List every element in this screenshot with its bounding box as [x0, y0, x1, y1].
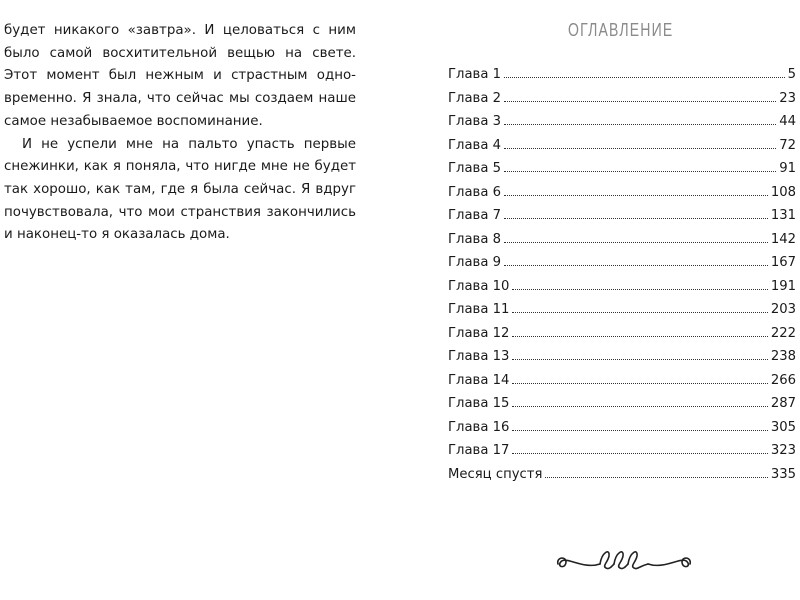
toc-leader-dots [504, 218, 768, 219]
toc-leader-dots [504, 195, 768, 196]
toc-entry-page: 287 [770, 396, 796, 411]
toc-entry[interactable] [448, 373, 796, 397]
toc-entry-page: 323 [770, 443, 796, 458]
toc-entry-label: Глава 16 [448, 419, 510, 435]
toc-title: ОГЛАВЛЕНИЕ [568, 20, 674, 40]
toc-entry-label: Глава 9 [448, 255, 501, 270]
toc-leader-dots [512, 430, 767, 431]
toc-entry-label: Глава 15 [448, 396, 510, 411]
toc-entry[interactable] [448, 161, 796, 185]
toc-entry-page: 238 [770, 349, 796, 364]
toc-leader-dots [504, 124, 776, 125]
toc-leader-dots [545, 477, 767, 478]
toc-leader-dots [512, 336, 767, 337]
toc-entry-page: 108 [770, 184, 796, 200]
toc-entry-page: 5 [787, 67, 796, 82]
toc-entry[interactable] [448, 255, 796, 279]
toc-entry-label: Глава 7 [448, 208, 501, 223]
toc-entry[interactable] [448, 208, 796, 232]
toc-entry[interactable] [448, 185, 796, 209]
toc-entry-page: 72 [779, 137, 796, 153]
toc-leader-dots [512, 453, 767, 454]
paragraph-2: И не успели мне на пальто упасть первые снежинки, как я поняла, что нигде мне не будет так хорошо, как там, где я была сейчас. Я вдруг почувствовала, что мои странствия закончились и наконец-то я оказалась дома. [4, 136, 356, 243]
toc-leader-dots [512, 312, 767, 313]
toc-entry-label: Глава 13 [448, 349, 510, 364]
toc-leader-dots [504, 148, 776, 149]
right-page [400, 0, 800, 600]
toc-entry-label: Глава 17 [448, 443, 510, 458]
toc-entry[interactable] [448, 232, 796, 256]
toc-entry[interactable] [448, 67, 796, 91]
toc-leader-dots [504, 171, 776, 172]
toc-entry-page: 191 [770, 278, 796, 294]
toc-entry[interactable] [448, 279, 796, 303]
toc-entry-page: 142 [770, 231, 796, 247]
toc-entry[interactable] [448, 138, 796, 162]
toc-entry[interactable] [448, 114, 796, 138]
toc-entry-page: 91 [779, 161, 796, 176]
toc-entry-page: 167 [770, 255, 796, 270]
toc-leader-dots [512, 383, 767, 384]
toc-entry-page: 305 [770, 419, 796, 435]
toc-entry[interactable] [448, 326, 796, 350]
toc-entry-label: Глава 12 [448, 325, 510, 341]
body-text [4, 20, 356, 247]
toc-entry-label: Глава 11 [448, 302, 510, 317]
toc-entry[interactable] [448, 443, 796, 467]
toc-leader-dots [504, 265, 768, 266]
toc-entry-label: Глава 10 [448, 278, 510, 294]
toc-entry-label: Глава 8 [448, 231, 501, 247]
toc-entry-label: Глава 3 [448, 114, 501, 129]
toc-entry-page: 266 [770, 372, 796, 388]
toc-entry[interactable] [448, 396, 796, 420]
toc-entry-page: 335 [770, 466, 796, 482]
toc-leader-dots [512, 406, 767, 407]
toc-entry-page: 222 [770, 325, 796, 341]
toc-leader-dots [512, 359, 767, 360]
toc-entry-page: 23 [779, 90, 796, 106]
toc-leader-dots [512, 289, 767, 290]
toc-entry[interactable] [448, 302, 796, 326]
toc-leader-dots [504, 242, 768, 243]
toc-entry-label: Глава 14 [448, 372, 510, 388]
toc-entry[interactable] [448, 91, 796, 115]
toc-entry-label: Глава 2 [448, 90, 501, 106]
toc-entry-label: Глава 5 [448, 161, 501, 176]
toc-leader-dots [504, 77, 785, 78]
toc-entry-label: Месяц спустя [448, 466, 543, 482]
toc-entry-page: 44 [779, 114, 796, 129]
toc-list [448, 67, 796, 490]
toc-leader-dots [504, 101, 776, 102]
toc-entry-label: Глава 6 [448, 184, 501, 200]
toc-entry[interactable] [448, 420, 796, 444]
flourish-ornament-icon [554, 544, 694, 578]
toc-entry-page: 131 [770, 208, 796, 223]
toc-entry-label: Глава 4 [448, 137, 501, 153]
toc-entry-label: Глава 1 [448, 67, 501, 82]
paragraph-1: будет никакого «завтра». И целоваться с ним было самой восхитительной вещью на свете. Этот момент был нежным и страстным одновременно. Я знала, что сейчас мы создаем наше самое незабываемое воспоминание. [4, 23, 356, 129]
toc-entry[interactable] [448, 349, 796, 373]
toc-entry[interactable] [448, 467, 796, 491]
toc-entry-page: 203 [770, 302, 796, 317]
